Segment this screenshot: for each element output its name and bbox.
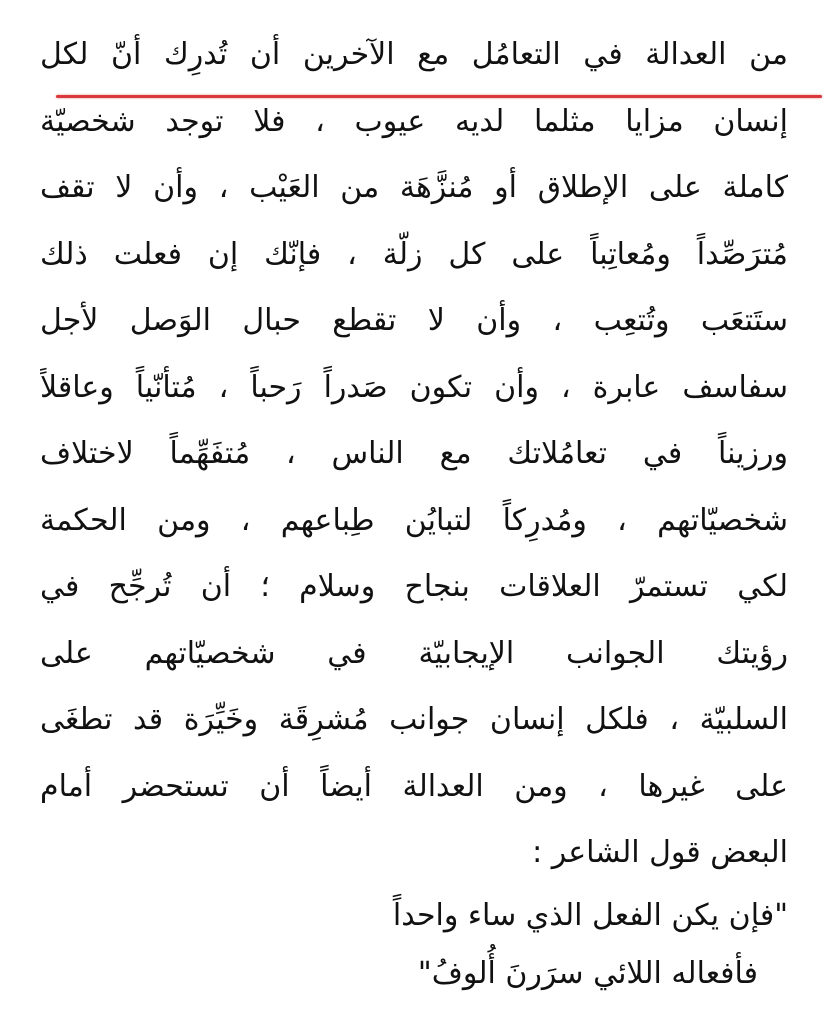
text-line-8: شخصيّاتهم ، ومُدرِكاً لتبايُن طِباعهم ، ومن الحكمة [40,502,788,538]
text-line-7: ورزيناً في تعامُلاتك مع الناس ، مُتفَهِّماً لاختلاف [40,436,788,471]
highlight-underline [56,95,822,98]
text-line-9: لكي تستمرّ العلاقات بنجاح وسلام ؛ أن تُرجِّح في [40,569,788,604]
text-line-13: البعض قول الشاعر : [532,835,788,870]
text-line-6: سفاسف عابرة ، وأن تكون صَدراً رَحباً ، مُتأنّياً وعاقلاً [40,369,788,405]
text-line-10: رؤيتك الجوانب الإيجابيّة في شخصيّاتهم على [40,635,788,671]
verse-line-2: فأفعاله اللائي سرَرنَ أُلوفُ" [417,955,758,991]
text-line-2: إنسان مزايا مثلما لديه عيوب ، فلا توجد شخصيّة [40,103,788,139]
text-line-4: مُترَصِّداً ومُعاتِباً على كل زلّة ، فإنّك إن فعلت ذلك [40,236,788,272]
verse-line-1: "فإن يكن الفعل الذي ساء واحداً [392,897,788,933]
text-line-11: السلبيّة ، فلكل إنسان جوانب مُشرِقَة وخَيِّرَة قد تطغَى [40,702,788,737]
text-line-3: كاملة على الإطلاق أو مُنزَّهَة من العَيْب ، وأن لا تقف [40,170,788,205]
text-line-5: ستَتعَب وتُتعِب ، وأن لا تقطع حبال الوَصل لأجل [40,303,788,338]
text-line-12: على غيرها ، ومن العدالة أيضاً أن تستحضر أمام [40,768,788,804]
text-line-1: من العدالة في التعامُل مع الآخرين أن تُدرِك أنّ لكل [40,37,788,72]
